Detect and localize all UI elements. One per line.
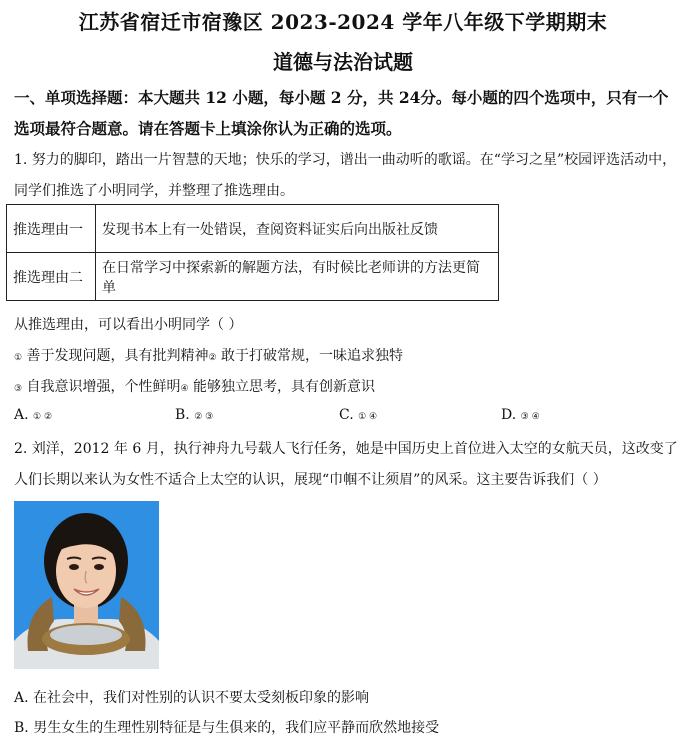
q2-option-b[interactable]: B. 男生女生的生理性别特征是与生俱来的，我们应平静而欣然地接受 xyxy=(14,720,440,736)
option-letter: D. xyxy=(501,407,521,423)
q2-stem-line2: 人们长期以来认为女性不适合上太空的认识，展现“巾帼不让须眉”的风采。这主要告诉我们（ ） xyxy=(14,472,607,488)
reason-label: 推选理由二 xyxy=(7,253,96,301)
option-numbers: ③ ④ xyxy=(520,412,540,422)
table-row xyxy=(7,205,499,253)
q1-statements-line1 xyxy=(14,345,403,365)
q1-option-d[interactable] xyxy=(501,407,540,423)
statement-number: ④ xyxy=(180,384,189,394)
document-subtitle: 道德与法治试题 xyxy=(273,50,413,74)
q2-option-a[interactable]: A. 在社会中，我们对性别的认识不要太受刻板印象的影响 xyxy=(14,690,370,706)
reasons-table xyxy=(6,204,499,301)
document-title: 江苏省宿迁市宿豫区 2023-2024 学年八年级下学期期末 xyxy=(78,10,608,34)
q1-stem-line1: 1. 努力的脚印，踏出一片智慧的天地；快乐的学习，谱出一曲动听的歌谣。在“学习之星”校园评选活动中， xyxy=(14,152,677,168)
option-numbers: ① ④ xyxy=(358,412,378,422)
q2-stem-line1: 2. 刘洋，2012 年 6 月，执行神舟九号载人飞行任务，她是中国历史上首位进入太空的女航天员，这改变了 xyxy=(14,441,678,457)
statement-text: 能够独立思考，具有创新意识 xyxy=(188,379,376,395)
table-row xyxy=(7,253,499,301)
statement-number: ① xyxy=(14,353,23,363)
q1-statements-line2 xyxy=(14,376,375,396)
statement-number: ② xyxy=(208,353,217,363)
astronaut-portrait-illustration xyxy=(14,501,159,669)
q1-stem-line2: 同学们推选了小明同学，并整理了推选理由。 xyxy=(14,183,294,199)
section-heading-line1: 一、单项选择题：本大题共 12 小题，每小题 2 分，共 24分。每小题的四个选项中，只有一个 xyxy=(14,88,669,107)
q1-option-c[interactable] xyxy=(339,407,377,423)
option-numbers: ② ③ xyxy=(194,412,214,422)
reason-text: 在日常学习中探索新的解题方法，有时候比老师讲的方法更简单 xyxy=(96,253,499,301)
q1-prompt: 从推选理由，可以看出小明同学（ ） xyxy=(14,317,243,333)
option-letter: B. xyxy=(175,407,195,423)
q1-option-a[interactable] xyxy=(14,407,52,423)
q1-option-b[interactable] xyxy=(175,407,213,423)
section-heading-line2: 选项最符合题意。请在答题卡上填涂你认为正确的选项。 xyxy=(14,119,402,138)
option-numbers: ① ② xyxy=(33,412,53,422)
option-letter: A. xyxy=(14,407,34,423)
astronaut-photo xyxy=(14,501,159,669)
statement-text: 自我意识增强，个性鲜明 xyxy=(22,379,181,395)
statement-number: ③ xyxy=(14,384,23,394)
reason-label: 推选理由一 xyxy=(7,205,96,253)
statement-text: 善于发现问题，具有批判精神 xyxy=(22,348,209,364)
reason-text: 发现书本上有一处错误，查阅资料证实后向出版社反馈 xyxy=(96,205,499,253)
statement-text: 敢于打破常规，一味追求独特 xyxy=(216,348,404,364)
option-letter: C. xyxy=(339,407,359,423)
